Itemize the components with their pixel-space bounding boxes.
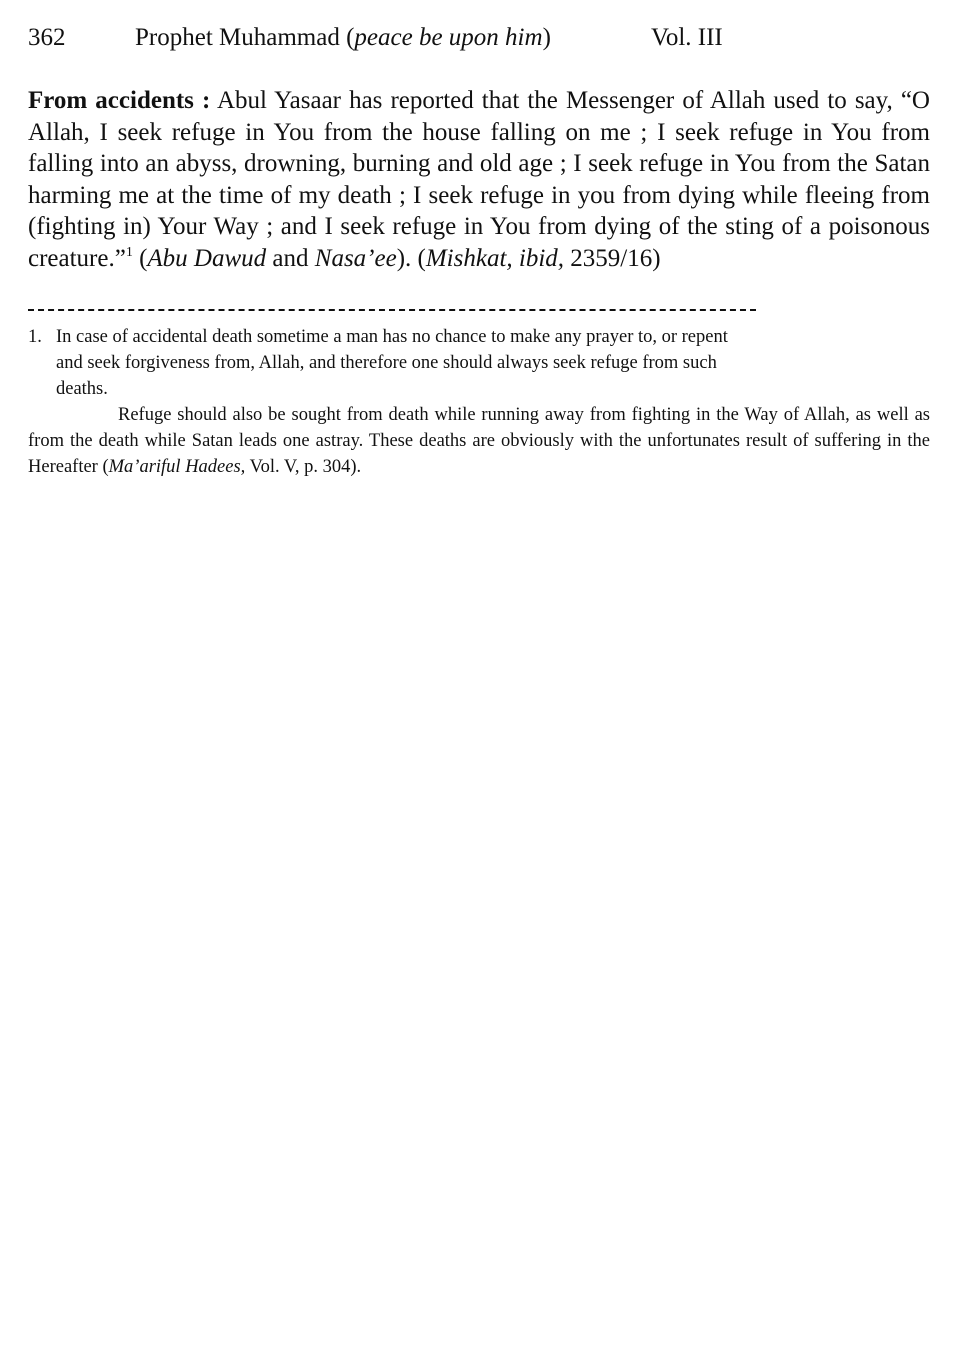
footnote-first-text: In case of accidental death sometime a man has no chance to make any prayer to, or repent and seek forgiveness from, Allah, and therefore one should always seek refuge from such deaths. [56, 327, 728, 399]
source-close: ). ( [396, 244, 426, 272]
volume-label: Vol. III [651, 24, 723, 51]
main-paragraph [28, 85, 930, 274]
footnote-second-paragraph [28, 402, 930, 480]
page-number: 362 [28, 24, 66, 51]
footnote-separator [28, 309, 756, 311]
footnote-number: 1. [28, 327, 42, 347]
running-title [135, 18, 551, 58]
source-open: ( [132, 244, 148, 272]
title-italic: peace be upon him [354, 24, 543, 51]
footnote-second-end: Vol. V, p. 304). [245, 457, 362, 477]
title-prefix: Prophet Muhammad ( [135, 24, 355, 51]
footnote-first-paragraph [28, 324, 736, 402]
title-suffix: ) [542, 24, 551, 51]
source-nasaee: Nasa’ee [314, 244, 397, 272]
section-lead: From accidents : [28, 87, 211, 114]
main-body: Abul Yasaar has reported that the Messenger of Allah used to say, “O Allah, I seek refuge in You from the house falling on me ; I seek refuge in You from falling into an abyss, drowning, burning and old age ; I seek refuge in You from the Satan harming me at the time of my death ; I seek refuge in you from dying while fleeing from (fighting in) Your Way ; and I seek refuge in You from dying of the sting of a poisonous creature.” [28, 87, 930, 272]
source-abu-dawud: Abu Dawud [147, 244, 267, 272]
footnote-marker: 1 [125, 244, 133, 260]
running-header [28, 18, 930, 58]
source-mishkat: Mishkat, ibid, [425, 244, 565, 272]
footnote-second-text: Refuge should also be sought from death while running away from fighting in the Way of Allah, as well as from the death while Satan leads one astray. These deaths are obviously with the unfortunates result of suffering in the Hereafter ( [28, 405, 930, 477]
document-page [28, 18, 930, 480]
footnote [28, 324, 930, 480]
source-reference: 2359/16) [564, 244, 661, 272]
footnote-source-italic: Ma’ariful Hadees, [108, 457, 246, 477]
source-and: and [266, 244, 315, 272]
